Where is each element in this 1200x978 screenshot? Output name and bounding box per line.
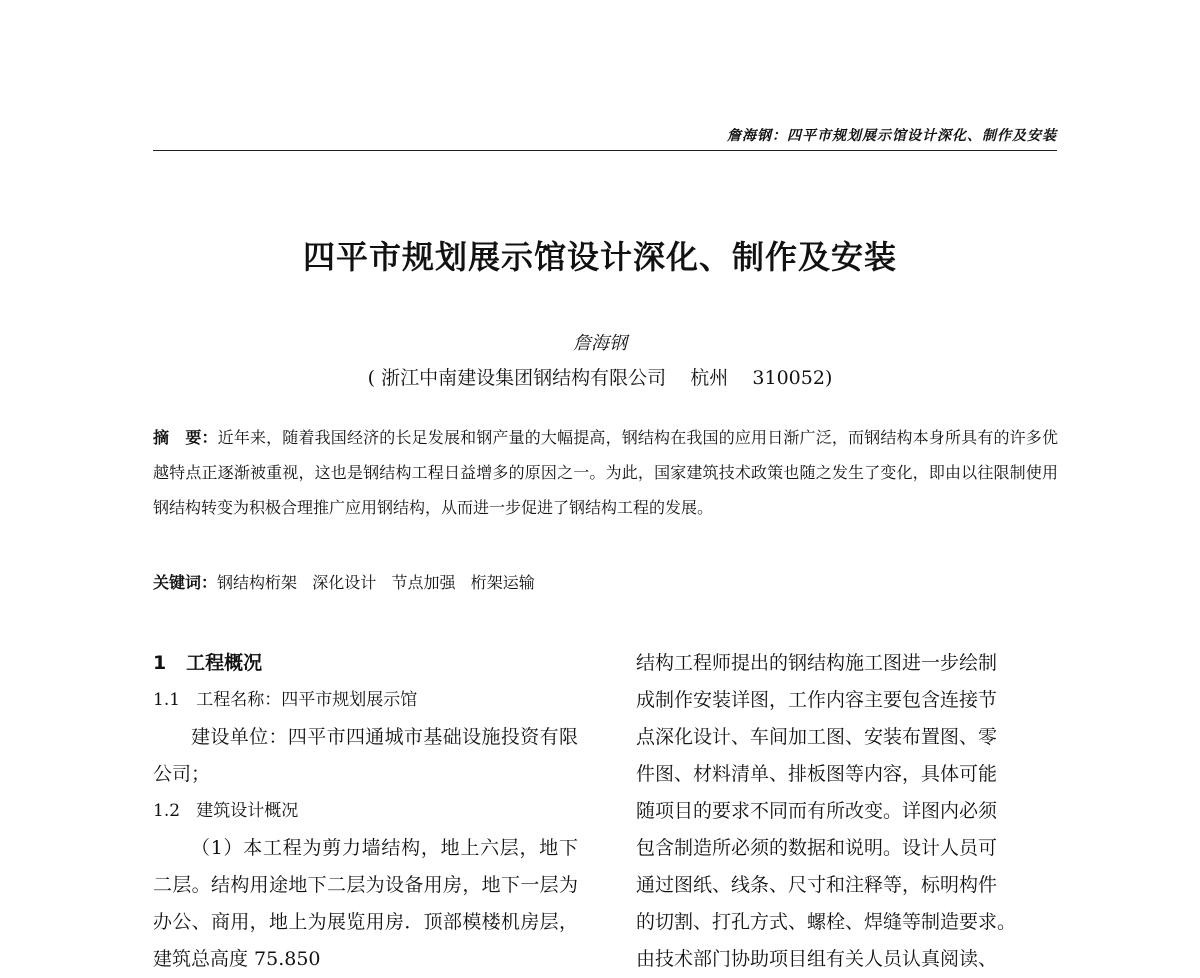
section-heading-1: 1 工程概况: [153, 652, 263, 674]
body-column-left: [153, 645, 578, 978]
author-name: 詹海钢: [573, 333, 627, 354]
right-column-line: 的切割、打孔方式、螺栓、焊缝等制造要求。: [636, 911, 1017, 933]
subsection-1-2: 1.2 建筑设计概况: [153, 801, 299, 821]
body-column-right: [636, 645, 1058, 978]
keywords-text: 钢结构桁架 深化设计 节点加强 桁架运输: [217, 573, 535, 592]
right-column-line: 包含制造所必须的数据和说明。设计人员可: [636, 837, 998, 859]
paragraph-1-1: 建设单位：四平市四通城市基础设施投资有限公司；: [153, 726, 578, 785]
abstract-label: 摘 要：: [153, 428, 218, 447]
right-column-line: 点深化设计、车间加工图、安装布置图、零: [636, 726, 998, 748]
right-column-line: 结构工程师提出的钢结构施工图进一步绘制: [636, 652, 998, 674]
right-column-line: 成制作安装详图，工作内容主要包含连接节: [636, 689, 998, 711]
paragraph-1-2: （1）本工程为剪力墙结构，地上六层，地下二层。结构用途地下二层为设备用房，地下一层为办公、商用，地上为展览用房．顶部模楼机房层，建筑总高度 75.850: [153, 837, 578, 970]
right-column-line: 件图、材料清单、排板图等内容，具体可能: [636, 763, 998, 785]
abstract-text: 近年来，随着我国经济的长足发展和钢产量的大幅提高，钢结构在我国的应用日渐广泛，而钢结构本身所具有的许多优越特点正逐渐被重视，这也是钢结构工程日益增多的原因之一。为此，国家建筑技术政策也随之发生了变化，即由以往限制使用钢结构转变为积极合理推广应用钢结构，从而进一步促进了钢结构工程的发展。: [153, 428, 1058, 517]
keywords: [153, 568, 1058, 598]
right-column-line: 通过图纸、线条、尺寸和注释等，标明构件: [636, 874, 998, 896]
article-title: 四平市规划展示馆设计深化、制作及安装: [302, 238, 897, 276]
abstract: [153, 420, 1058, 525]
running-head: 詹海钢：四平市规划展示馆设计深化、制作及安装: [727, 128, 1057, 144]
right-column-line: 随项目的要求不同而有所改变。详图内必须: [636, 800, 998, 822]
header-rule: [153, 150, 1057, 151]
subsection-1-1: 1.1 工程名称：四平市规划展示馆: [153, 690, 418, 710]
right-column-line: 由技术部门协助项目组有关人员认真阅读、: [636, 948, 998, 970]
author-affiliation: ( 浙江中南建设集团钢结构有限公司 杭州 310052): [367, 367, 833, 389]
keywords-label: 关键词：: [153, 573, 218, 592]
